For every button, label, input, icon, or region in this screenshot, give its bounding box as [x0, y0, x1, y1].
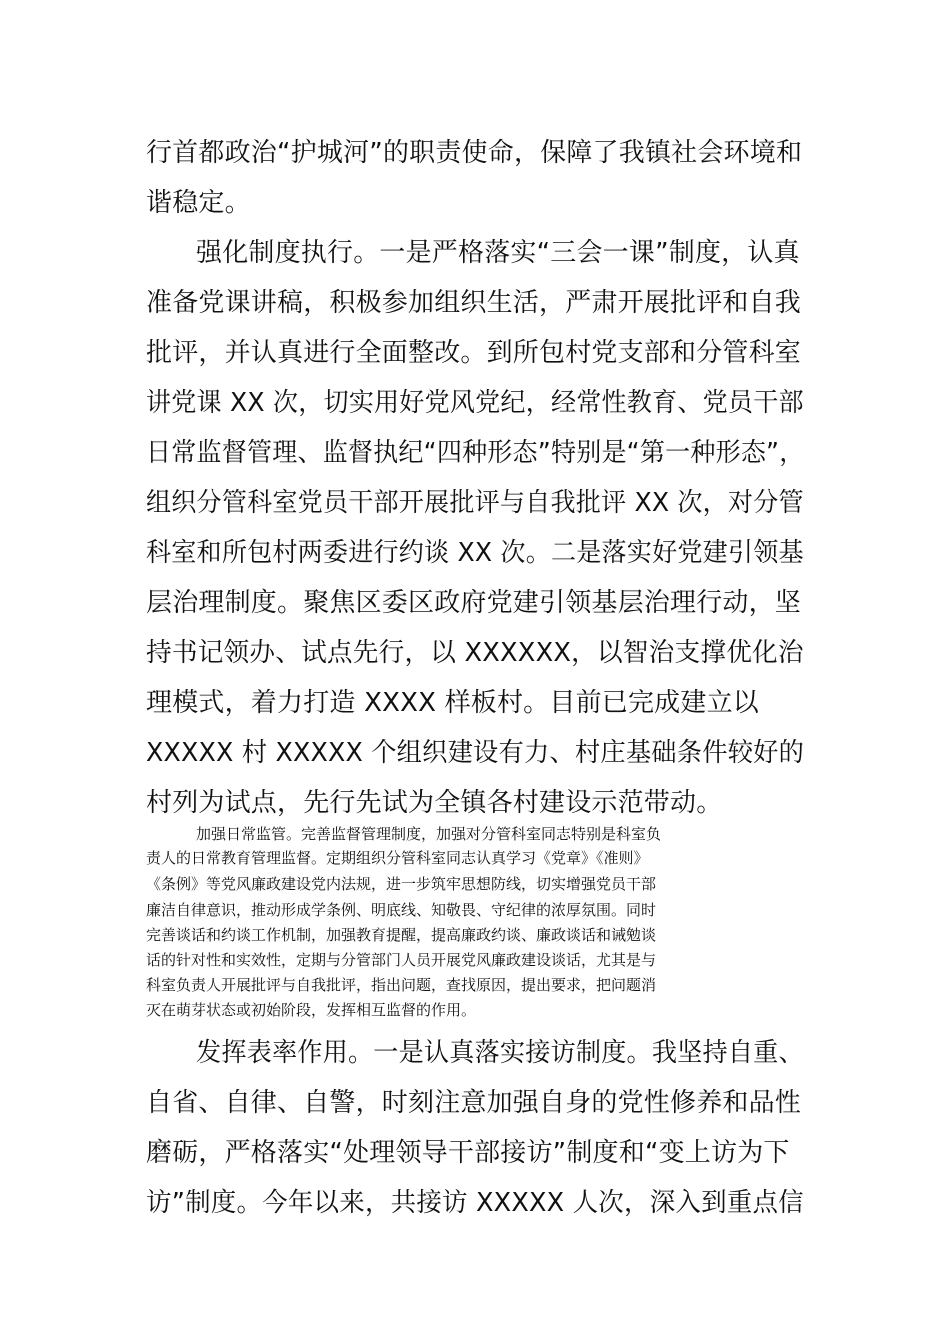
paragraph-2-line-12: 村列为试点，先行先试为全镇各村建设示范带动。	[146, 788, 723, 818]
paragraph-2-line-5: 日常监督管理、监督执纪“四种形态”特别是“第一种形态”，	[146, 438, 805, 468]
paragraph-1-line-2: 谐稳定。	[146, 188, 251, 218]
paragraph-4-line-4: 访”制度。今年以来，共接访 XXXXX 人次，深入到重点信	[146, 1188, 804, 1218]
paragraph-3-line-1: 加强日常监管。完善监督管理制度，加强对分管科室同志特别是科室负	[196, 825, 662, 843]
paragraph-3-line-7: 科室负责人开展批评与自我批评，指出问题，查找原因，提出要求，把问题消	[146, 976, 657, 994]
paragraph-2-line-1: 强化制度执行。一是严格落实“三会一课”制度，认真	[196, 238, 800, 268]
paragraph-4-line-2: 自省、自律、自警，时刻注意加强自身的党性修养和品性	[146, 1088, 802, 1118]
paragraph-2-line-6: 组织分管科室党员干部开展批评与自我批评 XX 次，对分管	[146, 488, 804, 518]
paragraph-2-line-10: 理模式，着力打造 XXXX 样板村。目前已完成建立以	[146, 688, 759, 718]
paragraph-2-line-8: 层治理制度。聚焦区委区政府党建引领基层治理行动，坚	[146, 588, 802, 618]
paragraph-2-line-4: 讲党课 XX 次，切实用好党风党纪，经常性教育、党员干部	[146, 388, 804, 418]
paragraph-1-line-1: 行首都政治“护城河”的职责使命，保障了我镇社会环境和	[146, 138, 803, 168]
paragraph-3-line-4: 廉洁自律意识，推动形成学条例、明底线、知敬畏、守纪律的浓厚氛围。同时	[146, 901, 657, 919]
paragraph-3-line-8: 灭在萌芽状态或初始阶段，发挥相互监督的作用。	[146, 1001, 477, 1019]
paragraph-3-line-3: 《条例》等党风廉政建设党内法规，进一步筑牢思想防线，切实增强党员干部	[146, 875, 657, 893]
paragraph-3-line-5: 完善谈话和约谈工作机制，加强教育提醒，提高廉政约谈、廉政谈话和诫勉谈	[146, 926, 657, 944]
paragraph-2-line-11: XXXXX 村 XXXXX 个组织建设有力、村庄基础条件较好的	[146, 738, 805, 768]
paragraph-4-line-3: 磨砺，严格落实“处理领导干部接访”制度和“变上访为下	[146, 1138, 790, 1168]
paragraph-2-line-3: 批评，并认真进行全面整改。到所包村党支部和分管科室	[146, 338, 802, 368]
paragraph-2-line-7: 科室和所包村两委进行约谈 XX 次。二是落实好党建引领基	[146, 538, 804, 568]
paragraph-3-line-2: 责人的日常教育管理监督。定期组织分管科室同志认真学习《党章》《准则》	[146, 849, 649, 867]
paragraph-3-line-6: 话的针对性和实效性，定期与分管部门人员开展党风廉政建设谈话，尤其是与	[146, 951, 657, 969]
paragraph-4-line-1: 发挥表率作用。一是认真落实接访制度。我坚持自重、	[196, 1038, 804, 1068]
paragraph-2-line-2: 准备党课讲稿，积极参加组织生活，严肃开展批评和自我	[146, 288, 802, 318]
paragraph-2-line-9: 持书记领办、试点先行，以 XXXXXX，以智治支撑优化治	[146, 638, 804, 668]
